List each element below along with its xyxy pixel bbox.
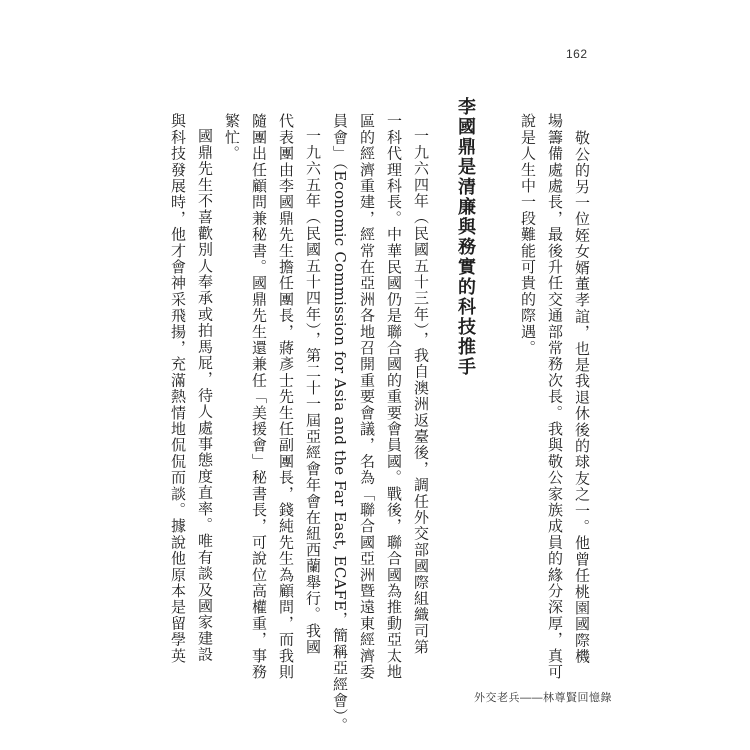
text-column-3: 說是人生中一段難能可貴的際遇。	[519, 113, 537, 356]
text-column-4: 一九六四年（民國五十三年），我自澳洲返臺後，調任外交部國際組織司第	[412, 128, 430, 656]
text-column-5: 一科代理科長。中華民國仍是聯合國的重要會員國。戰後，聯合國為推動亞太地	[385, 113, 403, 680]
text-column-6: 區的經濟重建，經常在亞洲各地召開重要會議，名為「聯合國亞洲暨遠東經濟委	[358, 113, 376, 680]
running-footer: 外交老兵——林尊賢回憶錄	[474, 692, 612, 704]
text-column-13: 與科技發展時，他才會神采飛揚，充滿熱情地侃侃而談。據說他原本是留學英	[169, 113, 187, 664]
text-column-10: 隨團出任顧問兼秘書。國鼎先生還兼任「美援會」秘書長，可說位高權重，事務	[250, 113, 268, 680]
text-column-7-end: ，簡稱亞經會）。	[331, 611, 349, 734]
text-column-7-latin: Economic Commission for Asia and the Far East, ECAFE	[331, 170, 349, 612]
text-column-8: 一九六五年（民國五十四年），第二十一屆亞經會年會在紐西蘭舉行。我國	[304, 128, 322, 656]
text-column-7-start: 員會」（	[331, 113, 349, 171]
page-number: 162	[566, 47, 588, 61]
text-column-9: 代表團由李國鼎先生擔任團長，蔣彥士先生任副團長，錢純先生為顧問，而我則	[277, 113, 295, 680]
text-column-11: 繁忙。	[223, 113, 241, 162]
text-column-1: 敬公的另一位姪女婿董孝誼，也是我退休後的球友之一。他曾任桃園國際機	[573, 130, 591, 665]
text-column-7	[332, 113, 347, 733]
section-heading: 李國鼎是清廉與務實的科技推手	[455, 97, 476, 377]
text-column-2: 場籌備處處長，最後升任交通部常務次長。我與敬公家族成員的緣分深厚，真可	[546, 113, 564, 680]
text-column-12: 國鼎先生不喜歡別人奉承或拍馬屁，待人處事態度直率。唯有談及國家建設	[196, 128, 214, 663]
